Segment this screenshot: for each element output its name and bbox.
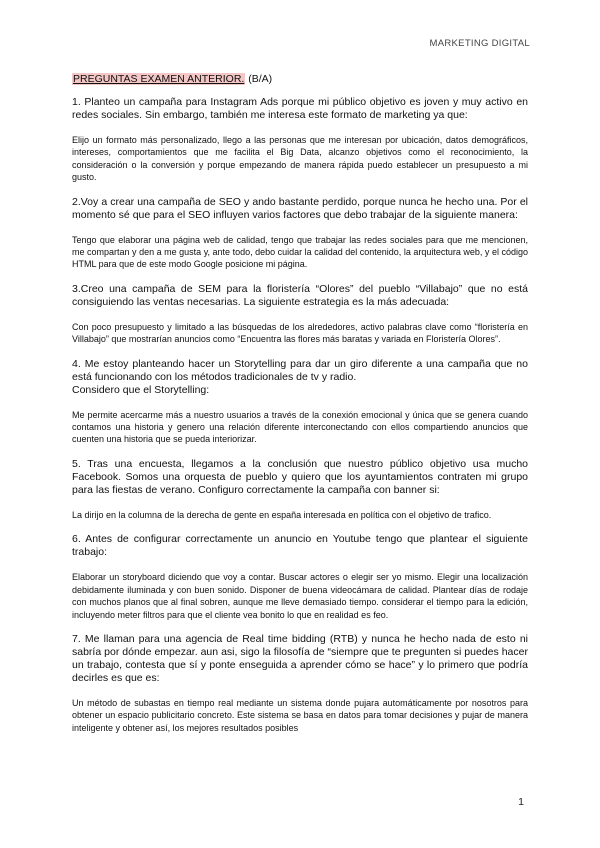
answer-1: Elijo un formato más personalizado, llego a las personas que me interesan por ubicación, datos demográficos, intereses, comportamientos que me facilita el Big Data, alcanzo objetivos como el reconocimiento, la consideración o la conversión y porque empezando de manera rápida puedo establecer un presupuesto a mi gusto. bbox=[72, 135, 528, 183]
exam-title: PREGUNTAS EXAMEN ANTERIOR. bbox=[73, 73, 245, 85]
document-body bbox=[72, 73, 528, 746]
answer-7: Un método de subastas en tiempo real mediante un sistema donde pujara automáticamente por nosotros para obtener un espacio publicitario concreto. Este sistema se basa en datos para tomar decisiones y pujar de manera inteligente y obtener así, los mejores resultados posibles bbox=[72, 697, 528, 733]
question-3: 3.Creo una campaña de SEM para la floristería “Olores” del pueblo “Villabajo” que no está consiguiendo las ventas necesarias. La siguiente estrategia es la más adecuada: bbox=[72, 282, 528, 308]
answer-5: La dirijo en la columna de la derecha de gente en españa interesada en política con el objetivo de trafico. bbox=[72, 509, 492, 520]
exam-title-line bbox=[72, 73, 528, 85]
question-4: 4. Me estoy planteando hacer un Storytelling para dar un giro diferente a una campaña que no está funcionando con los métodos tradicionales de tv y radio. Considero que el Storytelling: bbox=[72, 357, 528, 396]
answer-6: Elaborar un storyboard diciendo que voy a contar. Buscar actores o elegir ser yo mismo. Elegir una localización debidamente iluminada y con buen sonido. Disponer de buena videocámara de calidad. Plantear días de rodaje con muchos planos que al final sobren, aunque me lleve demasiado tiempo. considerar el tiempo para la edición, incluyendo meter filtros para que el cliente vea bonito lo que en realidad es feo. bbox=[72, 572, 528, 620]
answer-4: Me permite acercarme más a nuestro usuarios a través de la conexión emocional y única que se genera cuando contamos una historia y genero una relación diferente interconectando con ellos compartiendo anuncios que cuenten una historia que se pueda interiorizar. bbox=[72, 409, 528, 445]
answer-3: Con poco presupuesto y limitado a las búsquedas de los alrededores, activo palabras clave como “floristería en Villabajo” que mostrarían anuncios como “Encuentra las flores más baratas y variada en Floristería Olores”. bbox=[72, 321, 528, 345]
page-number: 1 bbox=[518, 796, 524, 808]
question-1: 1. Planteo un campaña para Instagram Ads porque mi público objetivo es joven y muy activo en redes sociales. Sin embargo, también me interesa este formato de marketing ya que: bbox=[72, 96, 528, 121]
answer-2: Tengo que elaborar una página web de calidad, tengo que trabajar las redes sociales para que me mencionen, me compartan y den a me gusta y, ante todo, debo cuidar la calidad del contenido, la arquitectura web, y el código HTML para que de este modo Google posicione mi página. bbox=[72, 234, 528, 270]
exam-title-suffix: (B/A) bbox=[248, 73, 273, 85]
running-header: MARKETING DIGITAL bbox=[429, 38, 530, 49]
question-5: 5. Tras una encuesta, llegamos a la conclusión que nuestro público objetivo usa mucho Facebook. Somos una orquesta de pueblo y quiero que los ayuntamientos contraten mi grupo para las fiestas de verano. Configuro correctamente la campaña con banner si: bbox=[72, 457, 528, 496]
question-2: 2.Voy a crear una campaña de SEO y ando bastante perdido, porque nunca he hecho una. Por el momento sé que para el SEO influyen varios factores que debo trabajar de la siguiente manera: bbox=[72, 195, 528, 221]
question-6: 6. Antes de configurar correctamente un anuncio en Youtube tengo que plantear el siguiente trabajo: bbox=[72, 533, 528, 559]
question-7: 7. Me llaman para una agencia de Real time bidding (RTB) y nunca he hecho nada de esto ni sabría por dónde empezar. aun asi, sigo la filosofía de “siempre que te pregunten si puedes hacer un trabajo, contesta que sí y ponte enseguida a aprender cómo se hace” y lo primero que podría decirles es que es: bbox=[72, 632, 528, 684]
